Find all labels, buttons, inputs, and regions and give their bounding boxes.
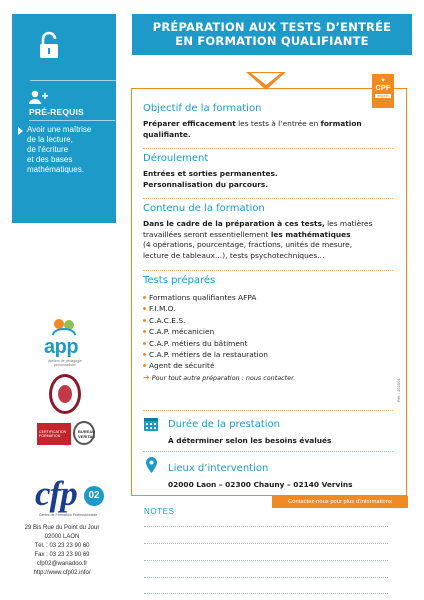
contact-tel[interactable]: Tél. : 03 23 23 90 60 [34, 543, 90, 549]
cfp02-logo [32, 474, 102, 520]
section-divider [143, 270, 393, 271]
contact-website[interactable]: http://www.cfp02.info/ [33, 570, 91, 576]
contact-cta-banner[interactable]: Contactez-nous pour plus d’informations [272, 496, 408, 508]
volet-logo-mark [58, 385, 72, 403]
prereq-text: Avoir une maîtrise de la lecture, de l'écriture et des bases mathématiques. [27, 125, 92, 174]
objectif-text: Préparer efficacement les tests à l’entrée en formation qualifiante. [143, 119, 362, 139]
list-item: Agent de sécurité [143, 360, 393, 371]
prereq-divider [29, 120, 115, 121]
section-divider [143, 148, 393, 149]
volet-logo [49, 374, 81, 414]
prereq-title: PRÉ-REQUIS [29, 107, 84, 117]
sidebar-band [12, 14, 116, 223]
contact-block [0, 524, 124, 578]
list-item: C.A.P. métiers du bâtiment [143, 338, 393, 349]
list-item: C.A.P. mécanicien [143, 326, 393, 337]
app-logo-mark [50, 318, 78, 336]
page-title [132, 14, 412, 55]
lock-icon [38, 31, 60, 59]
user-add-icon [29, 90, 49, 104]
chevron-inner [251, 73, 281, 85]
section-duree [168, 419, 398, 447]
list-item: C.A.C.E.S. [143, 315, 393, 326]
contenu-title: Contenu de la formation [143, 203, 265, 214]
objectif-title: Objectif de la formation [143, 103, 262, 114]
deroulement-text: Entrées et sorties permanentes. Personnalisation du parcours. [143, 169, 278, 189]
certification-logo: CERTIFICATION FORMATION [37, 423, 71, 445]
section-objectif [143, 103, 393, 140]
lieux-text: 02000 Laon – 02300 Chauny – 02140 Vervins [168, 480, 353, 489]
contact-fax: Fax : 03 23 23 90 69 [34, 552, 90, 558]
app-logo-text: app [44, 336, 79, 358]
app-logo [38, 318, 90, 366]
contact-address: 29 Bis Rue du Point du Jour [24, 525, 100, 531]
reference-code: Réf. : 2016/01 [397, 378, 401, 402]
list-item: Formations qualifiantes AFPA [143, 292, 393, 303]
list-item: F.I.M.O. [143, 303, 393, 314]
section-divider [143, 198, 393, 199]
contact-city: 02000 LAON [44, 534, 80, 540]
notes-line [144, 593, 388, 594]
deroulement-title: Déroulement [143, 153, 209, 164]
section-deroulement [143, 153, 393, 190]
list-item: C.A.P. métiers de la restauration [143, 349, 393, 360]
notes-line [144, 577, 388, 578]
tests-title: Tests préparés [143, 275, 216, 286]
app-logo-sub: Ateliers de pédagogie personnalisée [48, 359, 82, 367]
tests-list [143, 292, 393, 372]
calendar-icon [144, 418, 158, 431]
cpf-badge-sub: éligible [375, 94, 391, 98]
section-lieux [168, 463, 403, 491]
arrow-right-icon: ➜ [143, 372, 150, 382]
bureau-veritas-logo: BUREAU VERITAS [73, 421, 95, 445]
sidebar-divider [30, 80, 116, 81]
cpf-badge-label: CPF [375, 83, 391, 92]
title-line-2: EN FORMATION QUALIFIANTE [175, 34, 369, 48]
arrow-right-icon [18, 127, 23, 135]
notes-line [144, 560, 388, 561]
cpf-badge-icon: ✦ [380, 78, 386, 84]
sidebar [0, 0, 124, 600]
notes-line [144, 526, 388, 527]
cfp-logo-tag: Centre de Formation Professionnelle [38, 513, 98, 517]
tests-other: ➜ Pour tout autre préparation : nous contacter. [143, 372, 296, 382]
section-tests [143, 275, 393, 382]
cfp-logo-number: 02 [84, 486, 104, 506]
section-contenu [143, 203, 398, 261]
map-pin-icon [146, 457, 157, 473]
lieux-title: Lieux d’intervention [168, 463, 269, 474]
notes-line [144, 543, 388, 544]
contenu-text: Dans le cadre de la préparation à ces tests, les matières travaillées seront essentiellement les mathématiques (4 opérations, pourcentage, fractions, unités de mesure, lecture de tableaux…), tests psychotechniques… [143, 219, 373, 260]
cfp-logo-text: cfp [35, 474, 77, 513]
notes-title: NOTES [144, 507, 175, 516]
contact-email[interactable]: cfp02@wanadoo.fr [36, 561, 88, 567]
section-divider [143, 451, 393, 452]
duree-text: À déterminer selon les besoins évalués [168, 436, 332, 445]
title-line-1: PRÉPARATION AUX TESTS D’ENTRÉE [152, 20, 392, 34]
duree-title: Durée de la prestation [168, 419, 280, 430]
section-divider [143, 410, 393, 411]
